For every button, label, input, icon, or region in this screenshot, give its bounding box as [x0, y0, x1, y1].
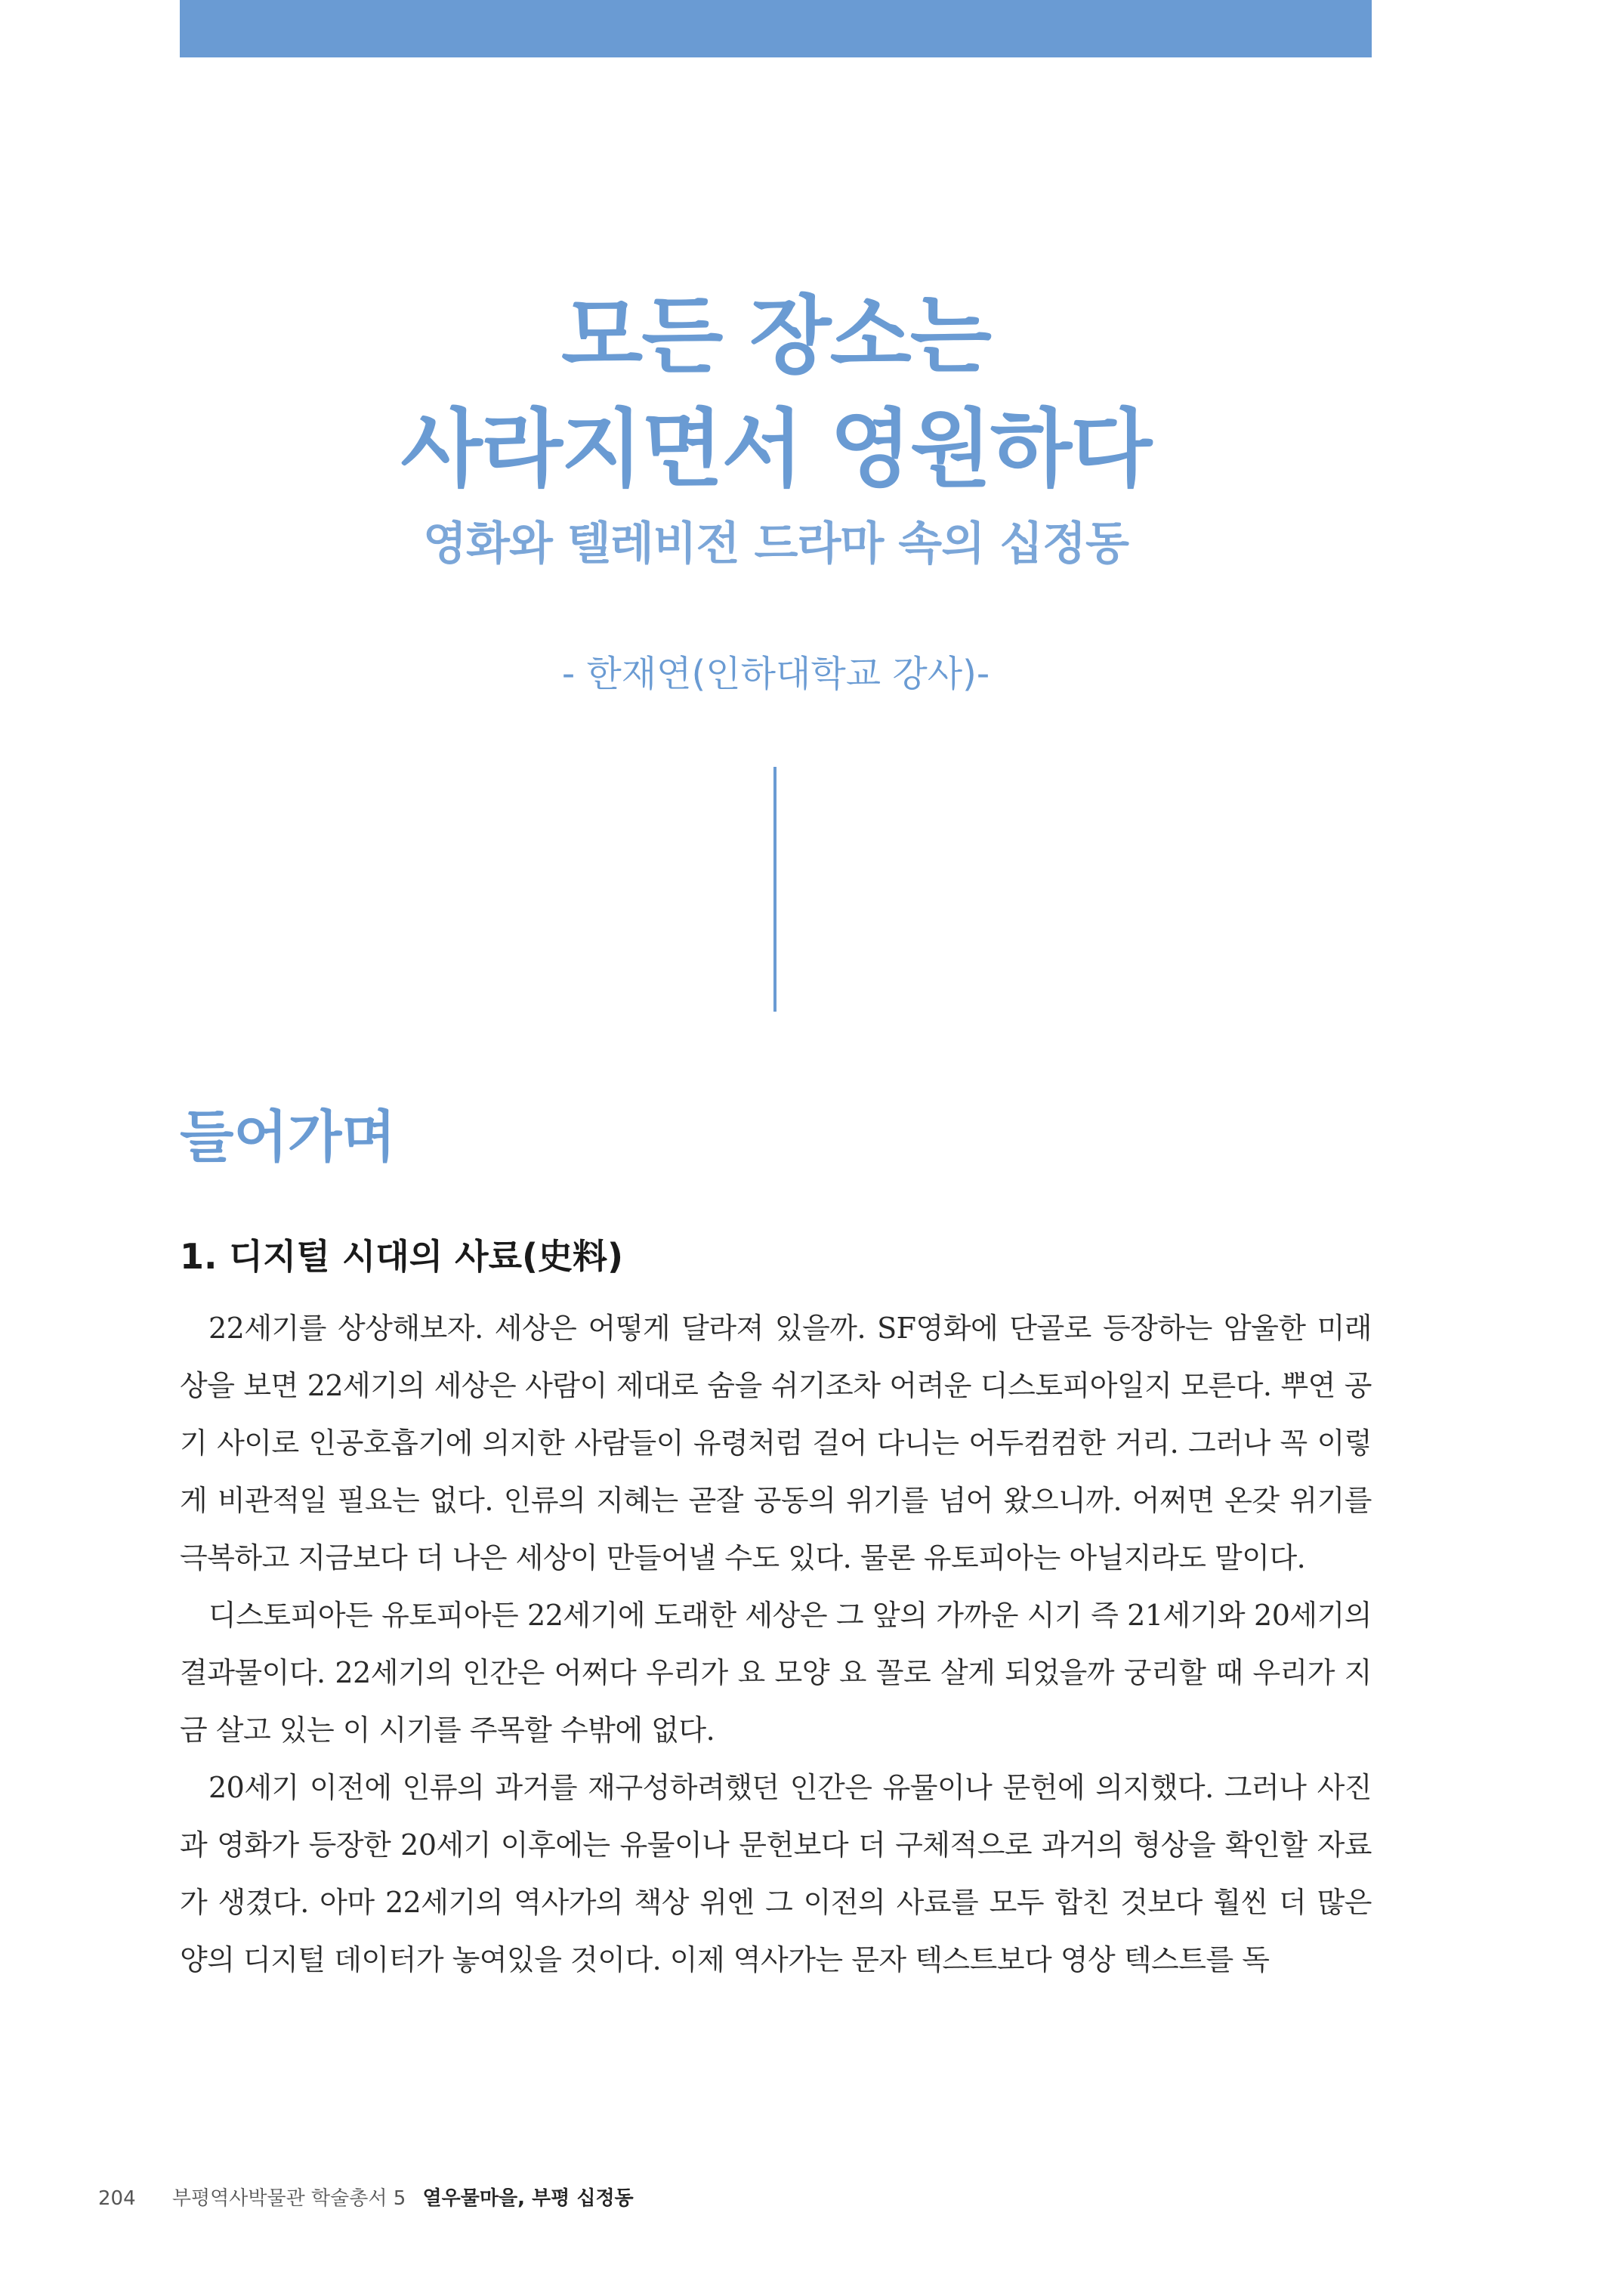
body-paragraph: 22세기를 상상해보자. 세상은 어떻게 달라져 있을까. SF영화에 단골로 등장하는 암울한 미래상을 보면 22세기의 세상은 사람이 제대로 숨을 쉬기조차 어려운 디스토피아일지 모른다. 뿌연 공기 사이로 인공호흡기에 의지한 사람들이 유령처럼 걸어 다니는 어두컴컴한 거리. 그러나 꼭 이렇게 비관적일 필요는 없다. 인류의 지혜는 곧잘 공동의 위기를 넘어 왔으니까. 어쩌면 온갖 위기를 극복하고 지금보다 더 나은 세상이 만들어낼 수도 있다. 물론 유토피아는 아닐지라도 말이다. — [180, 1312, 1372, 1575]
section-heading: 들어가며 — [180, 1105, 396, 1170]
sub-heading: 1. 디지털 시대의 사료(史料) — [180, 1236, 624, 1277]
series-name: 부평역사박물관 학술총서 5 — [171, 2187, 406, 2210]
page-title-line-1: 모든 장소는 — [561, 287, 990, 385]
body-text — [180, 1299, 1372, 1989]
body-paragraph: 디스토피아든 유토피아든 22세기에 도래한 세상은 그 앞의 가까운 시기 즉 21세기와 20세기의 결과물이다. 22세기의 인간은 어쩌다 우리가 요 모양 요 꼴로 살게 되었을까 궁리할 때 우리가 지금 살고 있는 이 시기를 주목할 수밖에 없다. — [180, 1599, 1372, 1747]
page-title-line-2: 사라지면서 영원하다 — [400, 400, 1151, 499]
author-line: - 한재연(인하대학교 강사)- — [561, 653, 990, 695]
page-number: 204 — [98, 2187, 136, 2210]
page-footer — [98, 2183, 634, 2214]
body-paragraph: 20세기 이전에 인류의 과거를 재구성하려했던 인간은 유물이나 문헌에 의지했다. 그러나 사진과 영화가 등장한 20세기 이후에는 유물이나 문헌보다 더 구체적으로 과거의 형상을 확인할 자료가 생겼다. 아마 22세기의 역사가의 책상 위엔 그 이전의 사료를 모두 합친 것보다 훨씬 더 많은 양의 디지털 데이터가 놓여있을 것이다. 이제 역사가는 문자 텍스트보다 영상 텍스트를 독 — [180, 1771, 1372, 1976]
book-title: 열우물마을, 부평 십정동 — [422, 2187, 634, 2210]
title-block — [180, 280, 1372, 574]
vertical-divider — [773, 767, 776, 1012]
page-subtitle: 영화와 텔레비전 드라마 속의 십정동 — [423, 518, 1128, 570]
top-accent-bar — [180, 0, 1372, 57]
